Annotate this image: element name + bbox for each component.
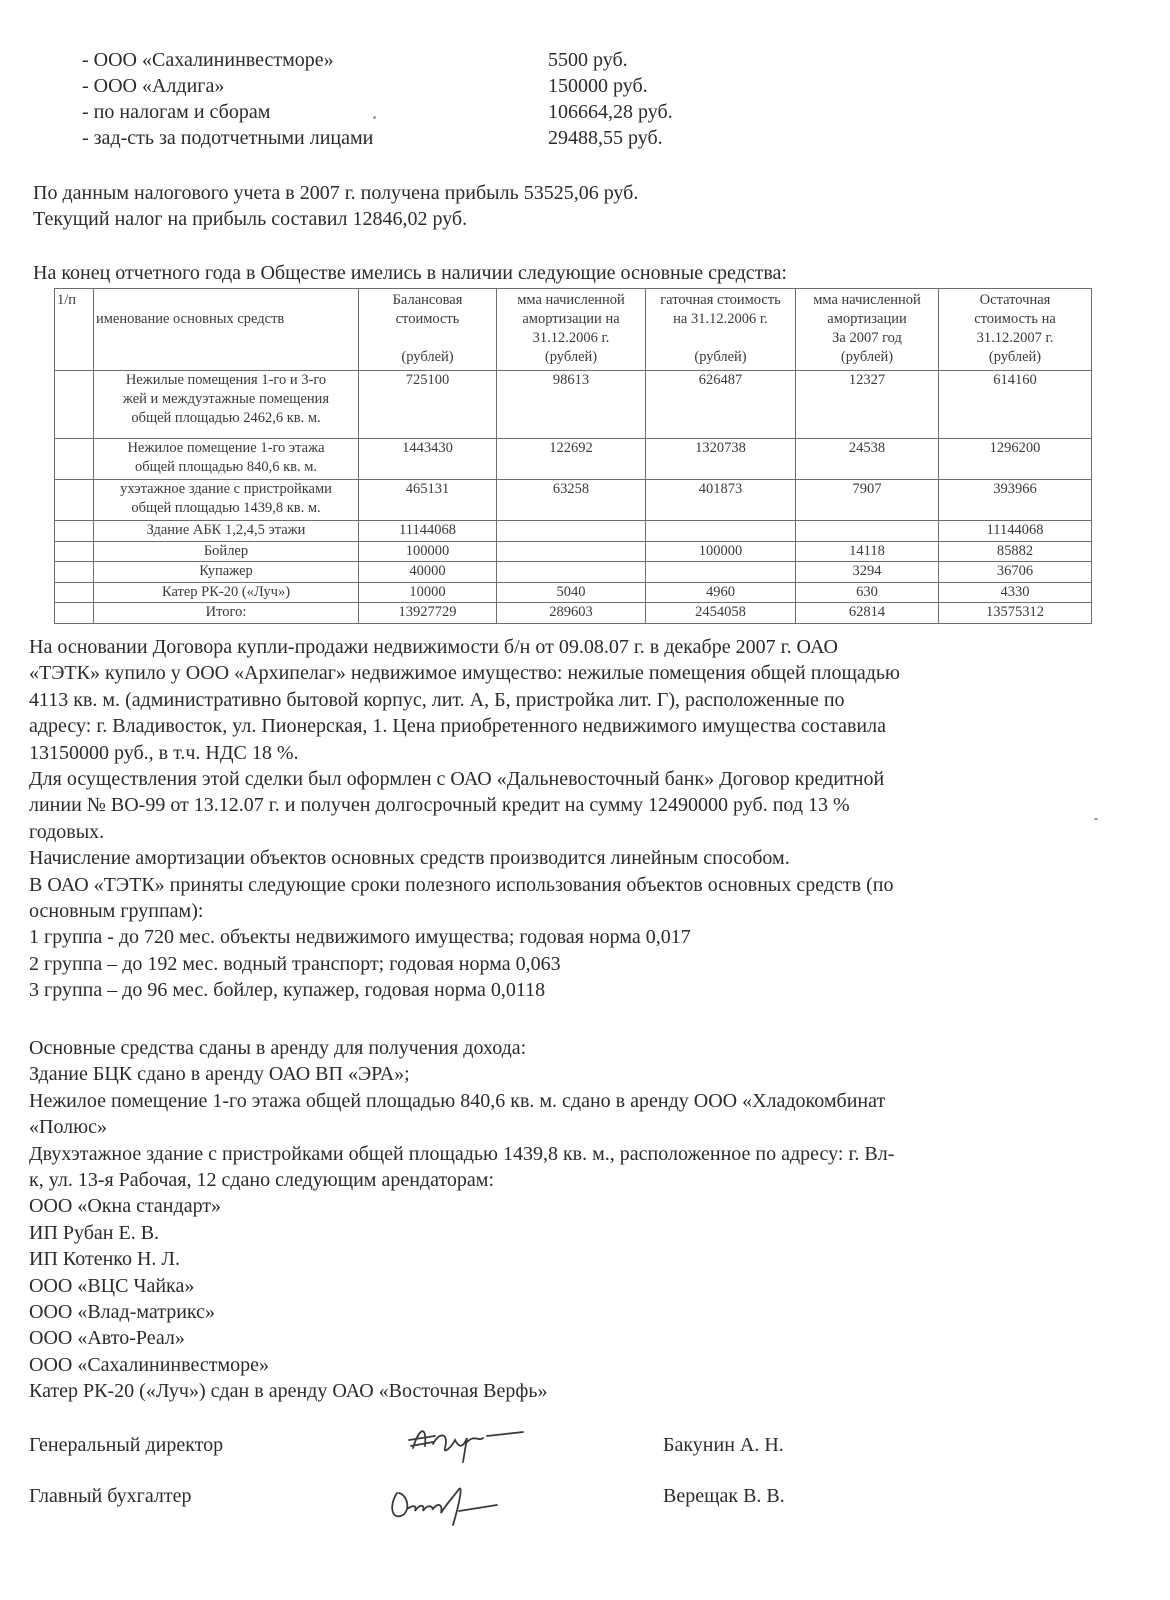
director-signature-icon: [405, 1418, 545, 1463]
signatory-role-accountant: Главный бухгалтер: [29, 1485, 192, 1507]
name-line: общей площадью 1439,8 кв. м.: [131, 500, 321, 516]
cell-residual-2006: 2454058: [646, 603, 796, 624]
cell-balance: 100000: [359, 541, 497, 562]
header-amort-2007: [796, 289, 939, 371]
text-line: ИП Котенко Н. Л.: [29, 1248, 180, 1271]
header-num: [55, 289, 94, 371]
text-line: Для осуществления этой сделки был оформлен с ОАО «Дальневосточный банк» Договор кредитной: [29, 768, 885, 791]
text-line: основным группам):: [29, 900, 204, 923]
cell-residual-2006: 1320738: [646, 439, 796, 480]
cell-amort-2007: 12327: [796, 371, 939, 439]
text-line: ООО «Окна стандарт»: [29, 1195, 222, 1218]
purchase-section: [29, 634, 1079, 1004]
debt-label: - зад-сть за подотчетными лицами: [82, 127, 374, 149]
name-line: жей и междуэтажные помещения: [122, 391, 330, 407]
text-line: годовых.: [29, 820, 105, 843]
header-line: именование основных средств: [96, 311, 285, 327]
cell-balance: 40000: [359, 562, 497, 583]
cell-residual-2007: 4330: [939, 582, 1092, 603]
cell-amort-2006: 5040: [497, 582, 646, 603]
cell-amort-2006: 98613: [497, 371, 646, 439]
debt-label: - ООО «Алдига»: [82, 75, 225, 97]
cell-name: Бойлер: [94, 541, 359, 562]
header-line: Остаточная: [979, 292, 1051, 308]
text-line: 1 группа - до 720 мес. объекты недвижимого имущества; годовая норма 0,017: [29, 926, 691, 949]
text-line: «Полюс»: [29, 1116, 107, 1139]
cell-residual-2006: [646, 562, 796, 583]
cell-balance: 10000: [359, 582, 497, 603]
fixed-assets-table: [54, 288, 1092, 624]
cell-name: Итого:: [94, 603, 359, 624]
header-line: 31.12.2007 г.: [976, 330, 1054, 346]
cell-amort-2006: [497, 541, 646, 562]
cell-amort-2007: 24538: [796, 439, 939, 480]
cell-residual-2006: [646, 521, 796, 542]
header-line: амортизации на: [522, 311, 620, 327]
name-line: ухэтажное здание с пристройками: [120, 481, 332, 497]
header-line: (рублей): [544, 349, 598, 365]
accountant-signature-icon: [385, 1475, 515, 1530]
cell-num: [55, 603, 94, 624]
cell-residual-2007: 393966: [939, 480, 1092, 521]
table-row: [55, 371, 1092, 439]
text-line: Здание БЦК сдано в аренду ОАО ВП «ЭРА»;: [29, 1063, 410, 1086]
header-line: 1/п: [57, 292, 77, 308]
header-line: на 31.12.2006 г.: [673, 311, 768, 327]
cell-balance: 725100: [359, 371, 497, 439]
text-line: адресу: г. Владивосток, ул. Пионерская, 1. Цена приобретенного недвижимого имущества составила: [29, 715, 886, 738]
text-line: Основные средства сданы в аренду для получения дохода:: [29, 1037, 527, 1059]
cell-amort-2007: [796, 521, 939, 542]
table-total-row: [55, 603, 1092, 624]
signatory-name-director: Бакунин А. Н.: [663, 1434, 784, 1456]
header-line: стоимость на: [974, 311, 1056, 327]
cell-balance: 1443430: [359, 439, 497, 480]
table-row: [55, 521, 1092, 542]
debt-label: - по налогам и сборам: [82, 101, 271, 123]
header-line: 31.12.2006 г.: [532, 330, 610, 346]
table-header-row: [55, 289, 1092, 371]
cell-residual-2006: 626487: [646, 371, 796, 439]
header-balance: [359, 289, 497, 371]
cell-residual-2007: 13575312: [939, 603, 1092, 624]
text-line: ООО «Сахалининвестморе»: [29, 1353, 269, 1376]
header-line: гаточная стоимость: [660, 292, 781, 308]
lease-section: [29, 1035, 1079, 1405]
text-line: «ТЭТК» купило у ООО «Архипелаг» недвижимое имущество: нежилые помещения общей площадью: [29, 662, 900, 685]
signatory-role-director: Генеральный директор: [29, 1434, 224, 1456]
header-line: Балансовая: [392, 292, 463, 308]
cell-name: Катер РК-20 («Луч»): [94, 582, 359, 603]
cell-residual-2007: 11144068: [939, 521, 1092, 542]
cell-num: [55, 582, 94, 603]
cell-num: [55, 521, 94, 542]
cell-amort-2006: 122692: [497, 439, 646, 480]
text-line: ООО «Авто-Реал»: [29, 1327, 185, 1350]
cell-name: [94, 439, 359, 480]
cell-amort-2007: 7907: [796, 480, 939, 521]
name-line: Нежилое помещение 1-го этажа: [127, 440, 325, 456]
scan-speck: [373, 116, 376, 119]
header-name: [94, 289, 359, 371]
cell-num: [55, 371, 94, 439]
table-row: [55, 541, 1092, 562]
text-line: ИП Рубан Е. В.: [29, 1221, 160, 1244]
cell-residual-2006: 401873: [646, 480, 796, 521]
cell-name: [94, 371, 359, 439]
text-line: 4113 кв. м. (административно бытовой корпус, лит. А, Б, пристройка лит. Г), расположенные по: [29, 688, 845, 711]
header-amort-2006: [497, 289, 646, 371]
cell-num: [55, 562, 94, 583]
cell-amort-2006: [497, 562, 646, 583]
header-line: мма начисленной: [813, 292, 921, 308]
cell-amort-2006: 63258: [497, 480, 646, 521]
cell-num: [55, 541, 94, 562]
header-line: амортизации: [827, 311, 907, 327]
tax-current-line: Текущий налог на прибыль составил 12846,02 руб.: [33, 208, 468, 230]
text-line: Двухэтажное здание с пристройками общей площадью 1439,8 кв. м., расположенное по адресу: г. Вл-: [29, 1142, 895, 1165]
header-line: За 2007 год: [832, 330, 902, 346]
table-row: [55, 480, 1092, 521]
name-line: Нежилые помещения 1-го и 3-го: [125, 372, 327, 388]
cell-residual-2007: 36706: [939, 562, 1092, 583]
header-line: мма начисленной: [517, 292, 625, 308]
text-line: На основании Договора купли-продажи недвижимости б/н от 09.08.07 г. в декабре 2007 г. ОАО: [29, 636, 838, 658]
cell-residual-2007: 1296200: [939, 439, 1092, 480]
cell-num: [55, 439, 94, 480]
text-line: Нежилое помещение 1-го этажа общей площадью 840,6 кв. м. сдано в аренду ООО «Хладокомбинат: [29, 1089, 886, 1112]
signatory-name-accountant: Верещак В. В.: [663, 1485, 785, 1507]
header-line: (рублей): [840, 349, 894, 365]
name-line: общей площадью 2462,6 кв. м.: [131, 410, 321, 426]
cell-residual-2007: 614160: [939, 371, 1092, 439]
text-line: линии № ВО-99 от 13.12.07 г. и получен долгосрочный кредит на сумму 12490000 руб. под 13 %: [29, 794, 850, 817]
cell-residual-2007: 85882: [939, 541, 1092, 562]
text-line: 2 группа – до 192 мес. водный транспорт; годовая норма 0,063: [29, 952, 561, 975]
name-line: общей площадью 840,6 кв. м.: [134, 459, 318, 475]
cell-amort-2007: 14118: [796, 541, 939, 562]
scan-speck: [1094, 818, 1098, 820]
cell-name: [94, 480, 359, 521]
debt-amount: 106664,28 руб.: [548, 101, 673, 123]
text-line: 13150000 руб., в т.ч. НДС 18 %.: [29, 741, 299, 764]
text-line: к, ул. 13-я Рабочая, 12 сдано следующим арендаторам:: [29, 1169, 495, 1192]
text-line: ООО «ВЦС Чайка»: [29, 1274, 195, 1297]
assets-intro: На конец отчетного года в Обществе имелись в наличии следующие основные средства:: [33, 262, 787, 284]
cell-num: [55, 480, 94, 521]
cell-amort-2007: 62814: [796, 603, 939, 624]
cell-amort-2006: 289603: [497, 603, 646, 624]
header-line: стоимость: [395, 311, 460, 327]
text-line: В ОАО «ТЭТК» приняты следующие сроки полезного использования объектов основных средств (по: [29, 873, 894, 896]
cell-amort-2007: 630: [796, 582, 939, 603]
tax-profit-line: По данным налогового учета в 2007 г. получена прибыль 53525,06 руб.: [33, 182, 639, 204]
debt-label: - ООО «Сахалининвестморе»: [82, 49, 334, 71]
debt-amount: 29488,55 руб.: [548, 127, 663, 149]
cell-residual-2006: 4960: [646, 582, 796, 603]
text-line: Начисление амортизации объектов основных средств производится линейным способом.: [29, 847, 790, 870]
text-line: 3 группа – до 96 мес. бойлер, купажер, годовая норма 0,0118: [29, 979, 546, 1002]
cell-name: Здание АБК 1,2,4,5 этажи: [94, 521, 359, 542]
cell-balance: 465131: [359, 480, 497, 521]
text-line: ООО «Влад-матрикс»: [29, 1301, 216, 1324]
cell-balance: 13927729: [359, 603, 497, 624]
cell-residual-2006: 100000: [646, 541, 796, 562]
debt-amount: 5500 руб.: [548, 49, 628, 71]
table-row: [55, 562, 1092, 583]
header-line: (рублей): [694, 349, 747, 365]
cell-amort-2006: [497, 521, 646, 542]
debt-amount: 150000 руб.: [548, 75, 648, 97]
header-residual-2007: [939, 289, 1092, 371]
header-residual-2006: [646, 289, 796, 371]
cell-balance: 11144068: [359, 521, 497, 542]
header-line: (рублей): [988, 349, 1042, 365]
cell-name: Купажер: [94, 562, 359, 583]
cell-amort-2007: 3294: [796, 562, 939, 583]
header-line: (рублей): [401, 349, 454, 365]
table-row: [55, 582, 1092, 603]
table-row: [55, 439, 1092, 480]
text-line: Катер РК-20 («Луч») сдан в аренду ОАО «Восточная Верфь»: [29, 1380, 548, 1403]
